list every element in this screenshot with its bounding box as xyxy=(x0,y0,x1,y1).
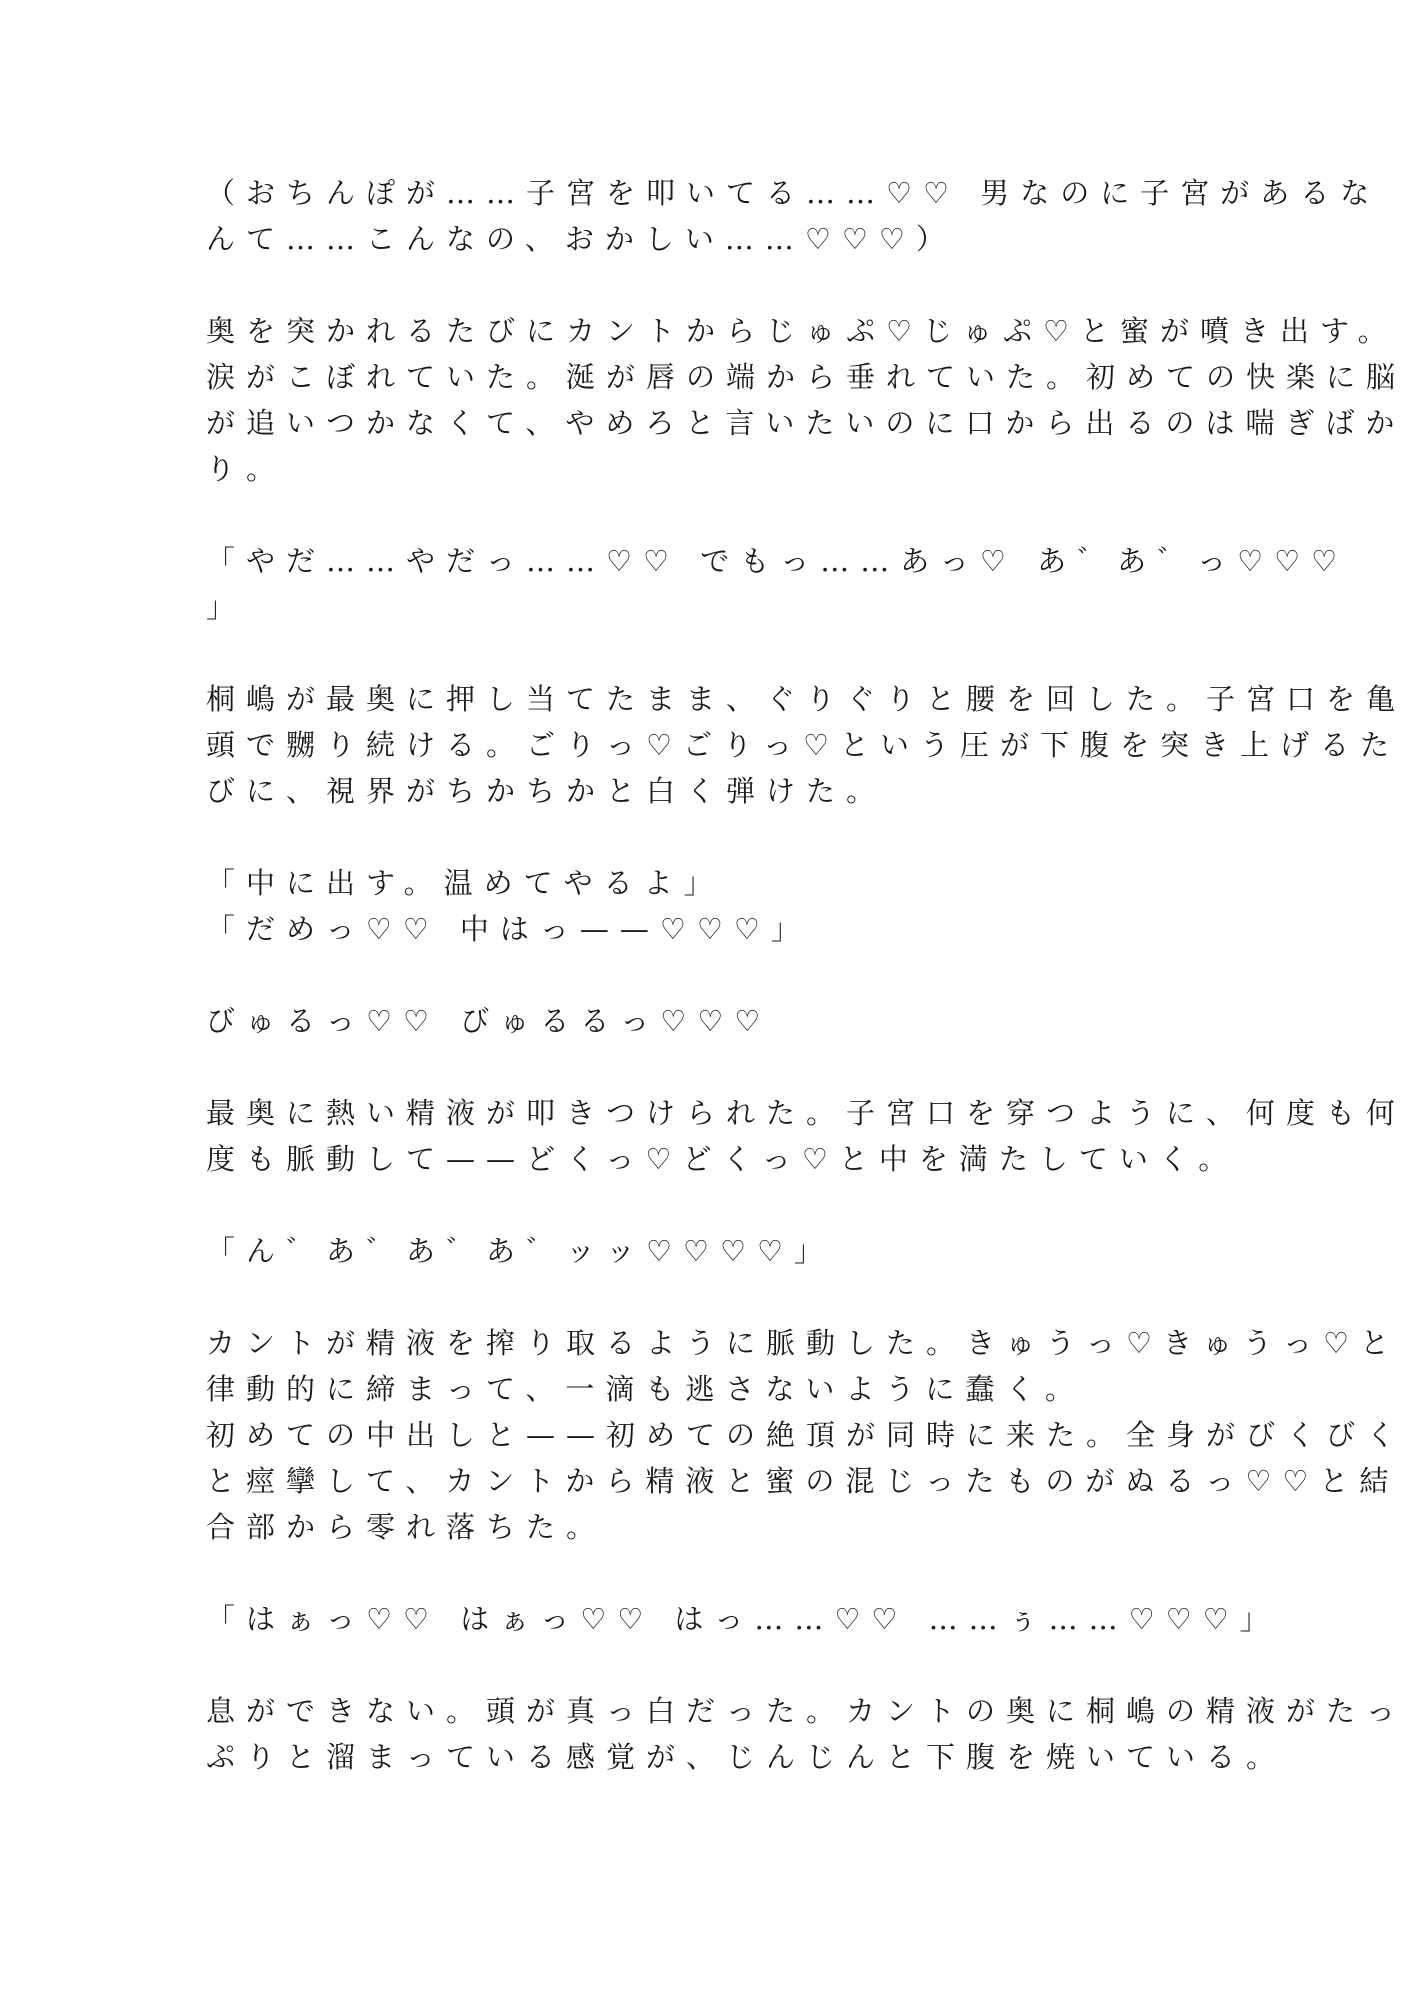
text-line xyxy=(206,814,1206,860)
text-line: 涙がこぼれていた。涎が唇の端から垂れていた。初めての快楽に脳 xyxy=(206,360,1407,394)
text-line: 「ん゛あ゛あ゛あ゛ッッ♡♡♡♡」 xyxy=(206,1234,834,1268)
text-line: 」 xyxy=(206,590,247,624)
text-line: 奥を突かれるたびにカントからじゅぷ♡じゅぷ♡と蜜が噴き出す。 xyxy=(206,314,1398,348)
text-line: り。 xyxy=(206,452,287,486)
text-line: 律動的に締まって、一滴も逃さないように蠢く。 xyxy=(206,1372,1085,1406)
text-line: 桐嶋が最奥に押し当てたまま、ぐりぐりと腰を回した。子宮口を亀 xyxy=(206,682,1407,716)
text-line: 「中に出す。温めてやるよ」 xyxy=(206,866,724,900)
text-line xyxy=(206,262,1206,308)
text-line xyxy=(206,1550,1206,1596)
text-line: 息ができない。頭が真っ白だった。カントの奥に桐嶋の精液がたっ xyxy=(206,1694,1407,1728)
text-line: 度も脈動して——どくっ♡どくっ♡と中を満たしていく。 xyxy=(206,1142,1239,1176)
text-line xyxy=(206,1274,1206,1320)
text-line xyxy=(206,1642,1206,1688)
text-line: 「だめっ♡♡ 中はっ——♡♡♡」 xyxy=(206,912,811,946)
text-line xyxy=(206,952,1206,998)
text-line xyxy=(206,630,1206,676)
text-line: びゅるっ♡♡ びゅるるっ♡♡♡ xyxy=(206,1004,772,1038)
novel-page-body xyxy=(206,170,1407,1780)
text-line: が追いつかなくて、やめろと言いたいのに口から出るのは喘ぎばか xyxy=(206,406,1406,440)
text-line xyxy=(206,1044,1206,1090)
text-line: 頭で嬲り続ける。ごりっ♡ごりっ♡という圧が下腹を突き上げるた xyxy=(206,728,1400,762)
text-line: 最奥に熱い精液が叩きつけられた。子宮口を穿つように、何度も何 xyxy=(206,1096,1407,1130)
text-line: ぷりと溜まっている感覚が、じんじんと下腹を焼いている。 xyxy=(206,1740,1287,1774)
text-line xyxy=(206,1182,1206,1228)
text-line: カントが精液を搾り取るように脈動した。きゅうっ♡きゅうっ♡と xyxy=(206,1326,1400,1360)
text-line: 初めての中出しと——初めての絶頂が同時に来た。全身がびくびく xyxy=(206,1418,1407,1452)
text-line: （おちんぽが……子宮を叩いてる……♡♡ 男なのに子宮があるな xyxy=(206,176,1381,210)
text-line: と痙攣して、カントから精液と蜜の混じったものがぬるっ♡♡と結 xyxy=(206,1464,1400,1498)
text-line: 「はぁっ♡♡ はぁっ♡♡ はっ……♡♡ ……ぅ……♡♡♡」 xyxy=(206,1602,1280,1636)
text-line: んて……こんなの、おかしい……♡♡♡） xyxy=(206,222,956,256)
text-line: 「やだ……やだっ……♡♡ でもっ……あっ♡ あ゛あ゛っ♡♡♡ xyxy=(206,544,1349,578)
text-line: 合部から零れ落ちた。 xyxy=(206,1510,607,1544)
text-line: びに、視界がちかちかと白く弾けた。 xyxy=(206,774,887,808)
text-line xyxy=(206,492,1206,538)
